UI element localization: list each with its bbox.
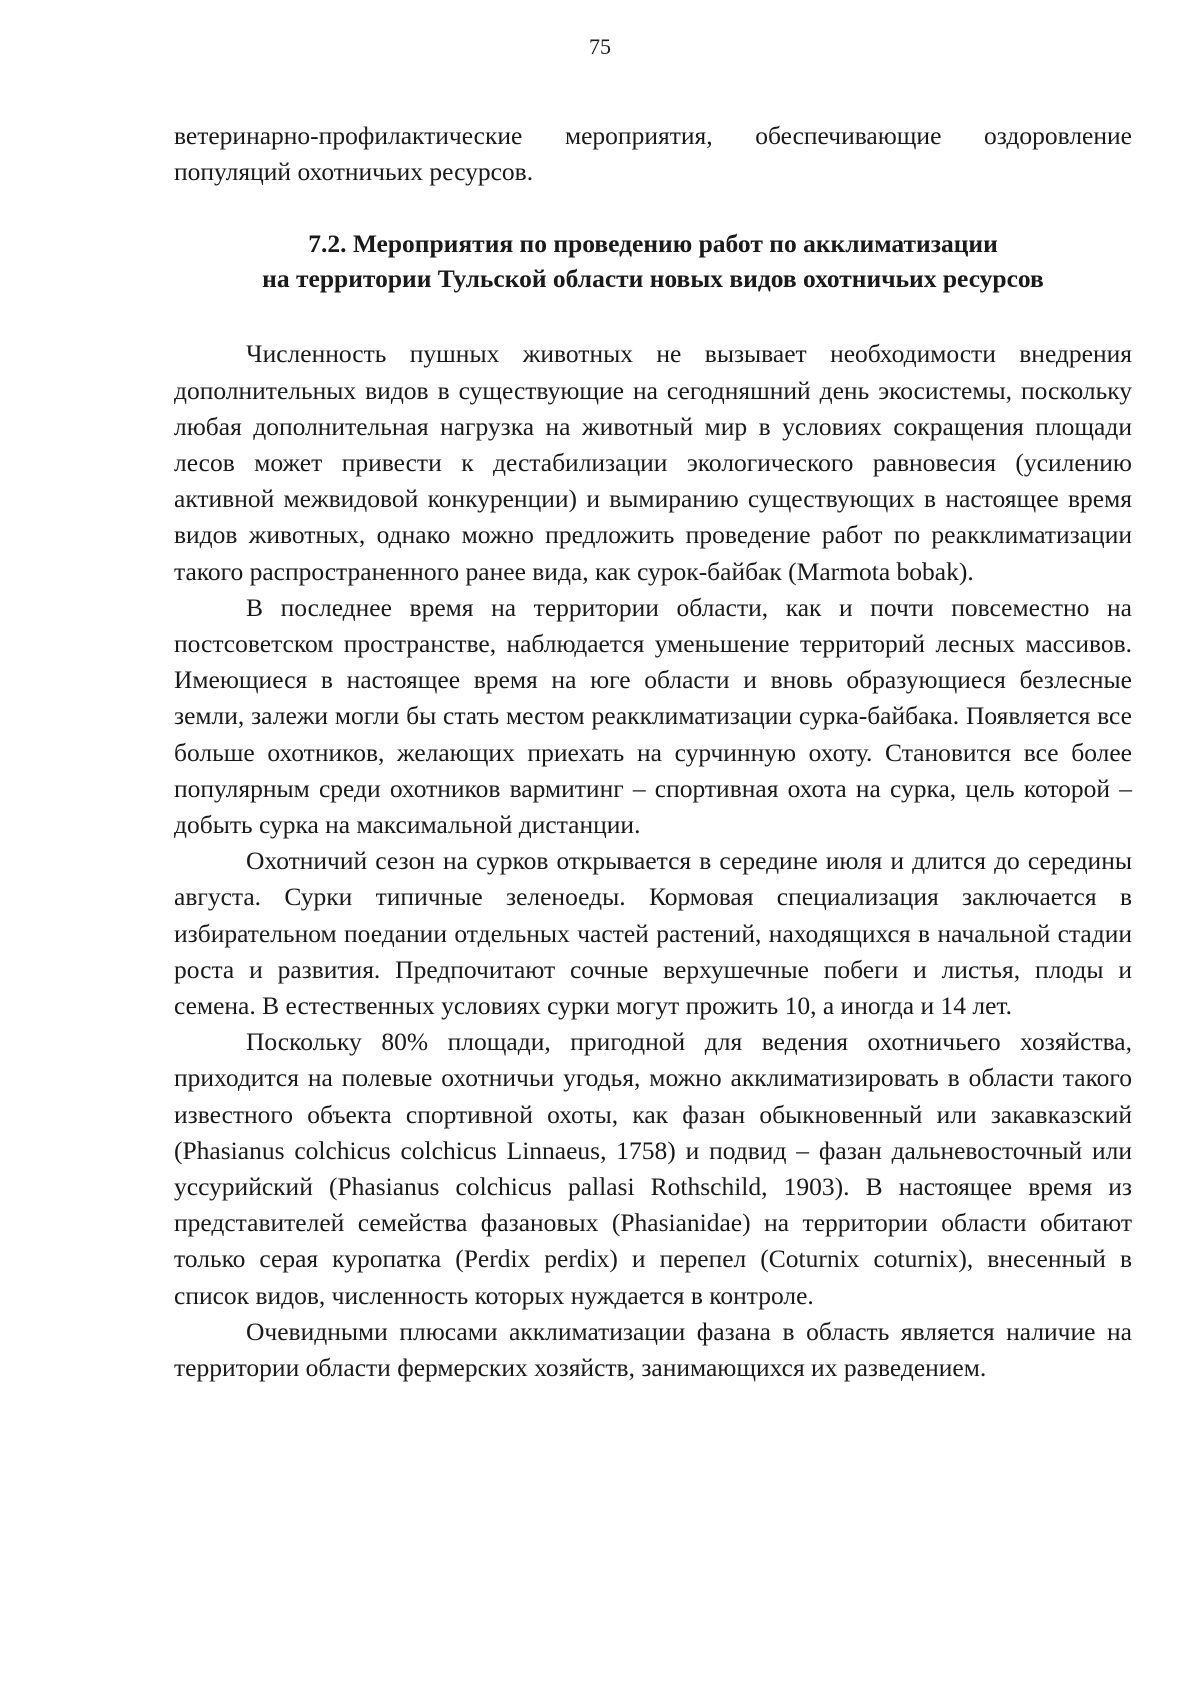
paragraph-forest-reduction: В последнее время на территории области, как и почти повсеместно на постсоветском пространстве, наблюдается уменьшение территорий лесных массивов. Имеющиеся в настоящее время на юге области и вновь образующиеся безлесные земли, залежи могли бы стать местом реакклиматизации сурка-байбака. Появляется все больше охотников, желающих приехать на сурчинную охоту. Становится все более популярным среди охотников вармитинг – спортивная охота на сурка, цель которой – добыть сурка на максимальной дистанции. [174,592,1132,840]
section-heading [174,226,1132,296]
page-content [174,118,1132,1386]
intro-paragraph: ветеринарно-профилактические мероприятия, обеспечивающие оздоровление популяций охотничьих ресурсов. [174,121,1132,187]
paragraph-pheasant: Поскольку 80% площади, пригодной для ведения охотничьего хозяйства, приходится на полевые охотничьи угодья, можно акклиматизировать в области такого известного объекта спортивной охоты, как фазан обыкновенный или закавказский (Phasianus colchicus colchicus Linnaeus, 1758) и подвид – фазан дальневосточный или уссурийский (Phasianus colchicus pallasi Rothschild, 1903). В настоящее время из представителей семейства фазановых (Phasianidae) на территории области обитают только серая куропатка (Perdix perdix) и перепел (Coturnix coturnix), внесенный в список видов, численность которых нуждается в контроле. [174,1027,1132,1310]
section-heading-line-2: на территории Тульской области новых видов охотничьих ресурсов [262,264,1044,294]
page-number: 75 [589,34,611,59]
paragraph-conclusion: Очевидными плюсами акклиматизации фазана в область является наличие на территории области фермерских хозяйств, занимающихся их разведением. [174,1316,1132,1383]
section-heading-line-1: 7.2. Мероприятия по проведению работ по акклиматизации [308,229,998,259]
paragraph-marmot-intro: Численность пушных животных не вызывает необходимости внедрения дополнительных видов в существующие на сегодняшний день экосистемы, поскольку любая дополнительная нагрузка на животный мир в условиях сокращения площади лесов может привести к дестабилизации экологического равновесия (усилению активной межвидовой конкуренции) и вымиранию существующих в настоящее время видов животных, однако можно предложить проведение работ по реакклиматизации такого распространенного ранее вида, как сурок-байбак (Marmota bobak). [174,339,1132,586]
paragraph-hunting-season: Охотничий сезон на сурков открывается в середине июля и длится до середины августа. Сурки типичные зеленоеды. Кормовая специализация заключается в избирательном поедании отдельных частей растений, находящихся в начальной стадии роста и развития. Предпочитают сочные верхушечные побеги и листья, плоды и семена. В естественных условиях сурки могут прожить 10, а иногда и 14 лет. [174,846,1132,1021]
